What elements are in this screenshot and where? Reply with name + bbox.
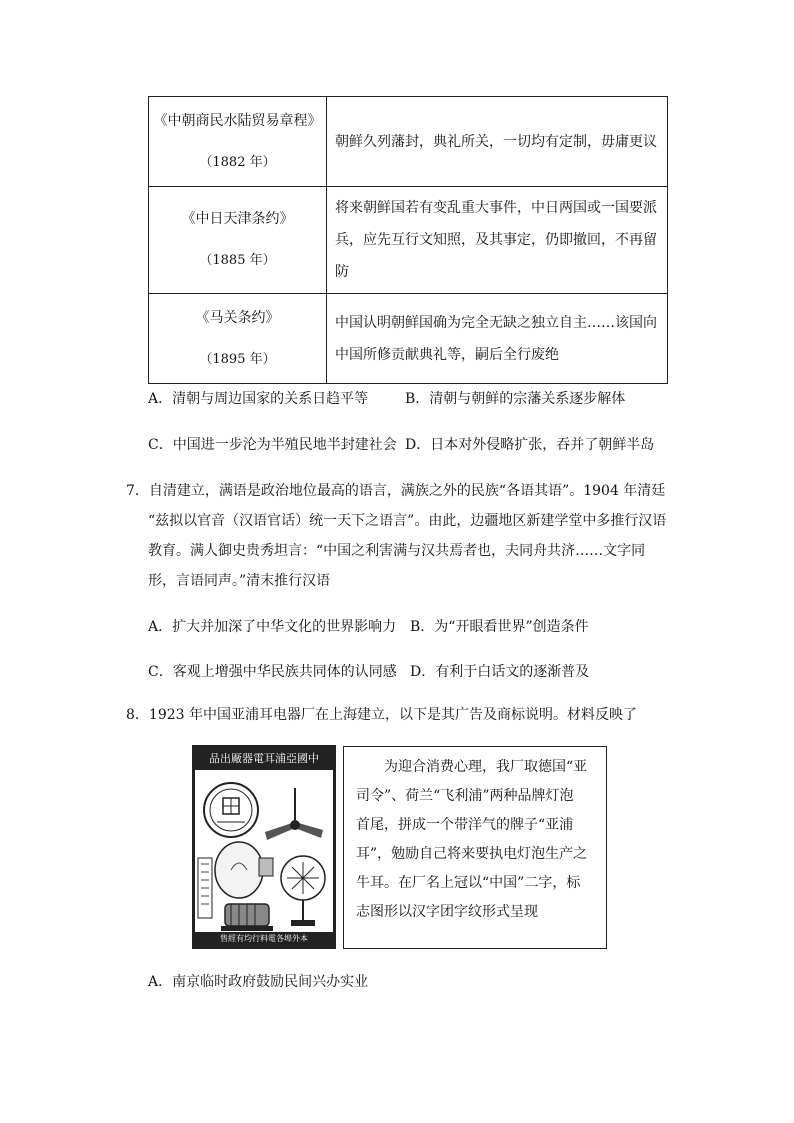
q7-stem-line2: “兹拟以官音（汉语官话）统一天下之语言”。由此，边疆地区新建学堂中多推行汉语 [148,513,667,529]
q6-option-d: D．日本对外侵略扩张，吞并了朝鲜半岛 [405,437,655,453]
q7-option-a: A．扩大并加深了中华文化的世界影响力 [148,619,397,635]
light-bulb-icon [215,842,273,898]
electric-motor-icon [221,904,273,931]
treaty-table [148,96,668,384]
desk-fan-icon [281,856,325,926]
trademark-note-box [343,746,607,949]
ad-illustration [195,770,333,938]
note-line: 牛耳。在厂名上冠以“中国”二字，标 [356,875,581,891]
note-line: 司令”、荷兰“飞利浦”两种品牌灯泡 [356,788,574,804]
q8-option-a: A．南京临时政府鼓励民间兴办实业 [148,974,369,990]
treaty-name: 《马关条约》 [195,309,280,326]
treaty-name-cell [149,97,327,187]
table-row [149,294,668,384]
table-row [149,97,668,187]
ad-footer-text: 售經有均行料電各埠外本 [195,932,333,946]
q7-option-c: C．客观上增强中华民族共同体的认同感 [148,664,397,680]
q7-option-d: D．有利于白话文的逐渐普及 [410,664,590,680]
treaty-content: 中国认明朝鲜国确为完全无缺之独立自主……该国向中国所修贡献典礼等，嗣后全行废绝 [327,294,668,384]
trademark-seal-icon [204,783,258,837]
note-line: 首尾，拼成一个带洋气的牌子“亚浦 [356,817,574,833]
q7-stem-line3: 教育。满人御史贵秀坦言：“中国之利害满与汉共焉者也，夫同舟共济……文字同 [148,543,646,559]
advertisement-image [192,745,336,949]
q7-stem-line1: 7．自清建立，满语是政治地位最高的语言，满族之外的民族“各语其语”。1904 年清廷 [126,483,666,499]
q7-stem-line4: 形，言语同声。”清末推行汉语 [148,573,331,589]
ad-header-text: 品出厰器電耳浦亞國中 [195,748,333,770]
treaty-year: （1882 年） [199,154,276,170]
treaty-year: （1885 年） [199,253,276,268]
treaty-name-cell [149,294,327,384]
ceiling-fan-icon [265,788,323,840]
note-line: 为迎合消费心理，我厂取德国“亚 [384,759,588,775]
treaty-content: 将来朝鲜国若有变乱重大事件，中日两国或一国要派兵，应先互行文知照，及其事定，仍即撤回，不再留防 [327,187,668,294]
q6-option-a: A．清朝与周边国家的关系日趋平等 [148,391,369,407]
note-line: 志图形以汉字团字纹形式呈现 [356,904,538,920]
q7-option-b: B．为“开眼看世界”创造条件 [410,619,589,635]
table-row [149,187,668,294]
treaty-name: 《中朝商民水陆贸易章程》 [153,112,322,129]
treaty-name: 《中日天津条约》 [181,211,294,227]
q6-option-c: C．中国进一步沦为半殖民地半封建社会 [148,437,397,453]
note-line: 耳”，勉励自己将来要执电灯泡生产之 [356,846,588,862]
treaty-content: 朝鲜久列藩封，典礼所关，一切均有定制，毋庸更议 [327,97,668,187]
q8-stem: 8．1923 年中国亚浦耳电器厂在上海建立，以下是其广告及商标说明。材料反映了 [126,707,637,723]
treaty-name-cell [149,187,327,294]
q6-option-b: B．清朝与朝鲜的宗藩关系逐步解体 [405,391,626,407]
treaty-year: （1895 年） [199,351,276,367]
